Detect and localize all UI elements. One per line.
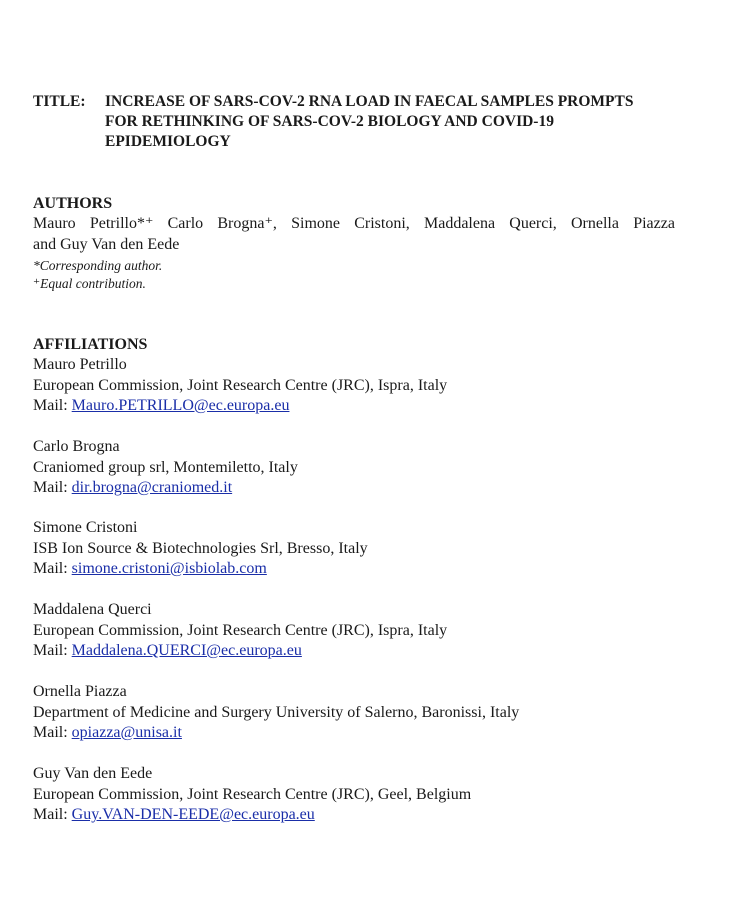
mail-label: Mail: xyxy=(33,397,72,414)
email-link[interactable]: Maddalena.QUERCI@ec.europa.eu xyxy=(71,642,302,659)
affiliation-entry xyxy=(33,355,693,417)
affiliation-mail-line xyxy=(33,559,693,580)
email-link[interactable]: Mauro.PETRILLO@ec.europa.eu xyxy=(71,397,290,414)
affiliation-name: Guy Van den Eede xyxy=(33,765,153,782)
email-link[interactable]: Guy.VAN-DEN-EEDE@ec.europa.eu xyxy=(71,806,315,823)
title-line: EPIDEMIOLOGY xyxy=(105,133,231,150)
equal-contribution-note: ⁺Equal contribution. xyxy=(33,276,146,291)
affiliation-name: Carlo Brogna xyxy=(33,438,120,455)
email-link[interactable]: dir.brogna@craniomed.it xyxy=(71,479,233,496)
authors-heading: AUTHORS xyxy=(33,195,113,212)
affiliation-institution: Department of Medicine and Surgery University of Salerno, Baronissi, Italy xyxy=(33,703,520,721)
author-word: Simone xyxy=(291,215,341,232)
affiliation-name: Maddalena Querci xyxy=(33,601,152,618)
email-link[interactable]: simone.cristoni@isbiolab.com xyxy=(71,560,267,577)
affiliation-entry xyxy=(33,600,693,662)
affiliation-mail-line xyxy=(33,723,693,744)
author-word: Carlo xyxy=(167,215,204,232)
author-word: Brogna⁺, xyxy=(217,215,277,232)
affiliation-institution: European Commission, Joint Research Centre (JRC), Geel, Belgium xyxy=(33,785,472,803)
authors-list xyxy=(33,214,675,255)
author-word: Cristoni, xyxy=(354,215,410,232)
corresponding-author-note: *Corresponding author. xyxy=(33,258,163,273)
author-word: Petrillo*⁺ xyxy=(89,215,154,232)
affiliation-entry xyxy=(33,437,693,499)
email-link[interactable]: opiazza@unisa.it xyxy=(71,724,182,741)
affiliation-mail-line xyxy=(33,805,693,826)
author-word: Ornella xyxy=(571,215,619,232)
mail-label: Mail: xyxy=(33,560,72,577)
mail-label: Mail: xyxy=(33,479,72,496)
authors-line-1 xyxy=(33,214,675,235)
affiliation-institution: Craniomed group srl, Montemiletto, Italy xyxy=(33,458,298,476)
author-word: Querci, xyxy=(509,215,557,232)
paper-title xyxy=(105,92,695,152)
affiliation-mail-line xyxy=(33,478,693,499)
affiliation-entry xyxy=(33,764,693,826)
author-word: Maddalena xyxy=(423,215,496,232)
affiliation-name: Ornella Piazza xyxy=(33,683,127,700)
title-line: FOR RETHINKING OF SARS-COV-2 BIOLOGY AND COVID-19 xyxy=(105,113,554,130)
mail-label: Mail: xyxy=(33,806,72,823)
mail-label: Mail: xyxy=(33,642,72,659)
affiliation-institution: European Commission, Joint Research Centre (JRC), Ispra, Italy xyxy=(33,376,448,394)
affiliation-mail-line xyxy=(33,641,693,662)
affiliation-institution: ISB Ion Source & Biotechnologies Srl, Bresso, Italy xyxy=(33,539,368,557)
affiliation-name: Mauro Petrillo xyxy=(33,356,127,373)
title-label: TITLE: xyxy=(33,93,86,110)
author-word: Mauro xyxy=(33,215,76,232)
affiliation-entry xyxy=(33,518,693,580)
mail-label: Mail: xyxy=(33,724,72,741)
affiliations-heading: AFFILIATIONS xyxy=(33,336,148,353)
title-line: INCREASE OF SARS-COV-2 RNA LOAD IN FAECAL SAMPLES PROMPTS xyxy=(105,93,634,110)
author-word: Piazza xyxy=(633,215,675,232)
authors-line-2: and Guy Van den Eede xyxy=(33,235,180,253)
affiliation-mail-line xyxy=(33,396,693,417)
affiliation-institution: European Commission, Joint Research Centre (JRC), Ispra, Italy xyxy=(33,621,448,639)
affiliation-entry xyxy=(33,682,693,744)
affiliation-name: Simone Cristoni xyxy=(33,519,138,536)
